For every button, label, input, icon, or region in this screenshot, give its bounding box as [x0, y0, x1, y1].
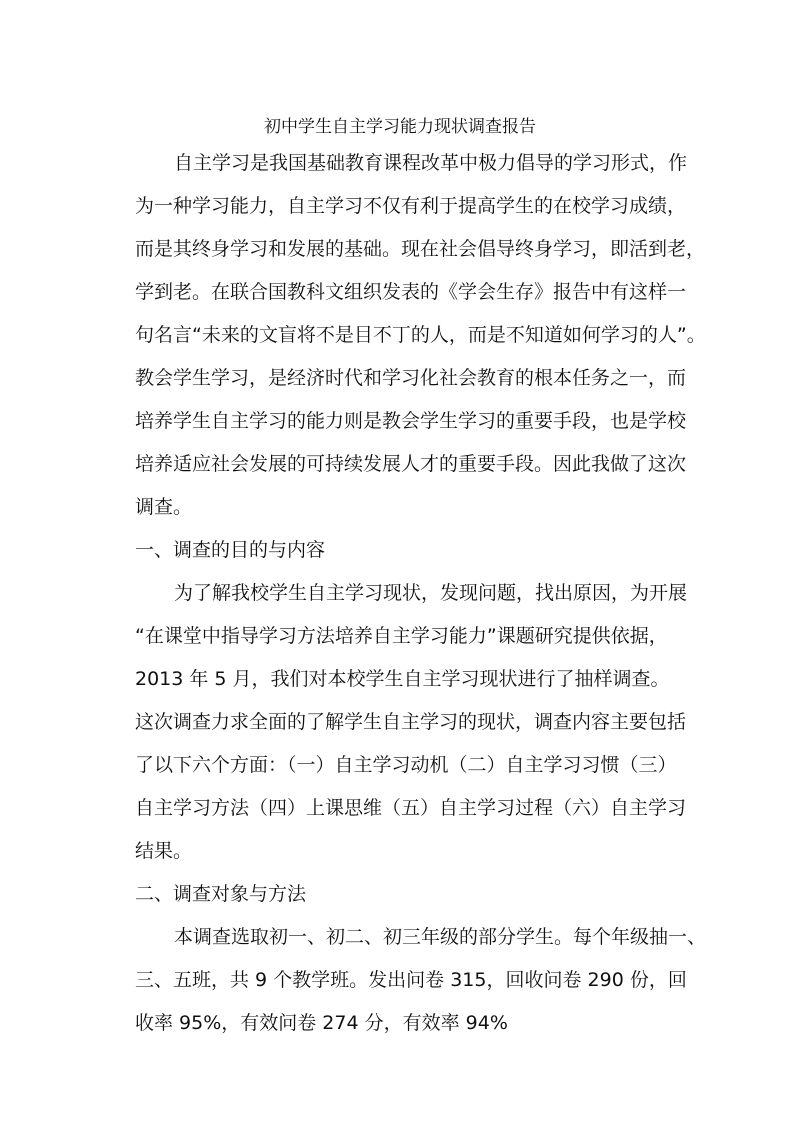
paragraph-line: 为一种学习能力，自主学习不仅有利于提高学生的在校学习成绩， [135, 195, 687, 217]
paragraph-line: 收率 95%，有效问卷 274 分，有效率 94% [135, 1012, 508, 1034]
paragraph-line: 培养学生自主学习的能力则是教会学生学习的重要手段，也是学校 [135, 410, 687, 432]
paragraph-line: 结果。 [135, 840, 193, 862]
paragraph-line: 教会学生学习，是经济时代和学习化社会教育的根本任务之一，而 [135, 367, 687, 389]
paragraph-line: 培养适应社会发展的可持续发展人才的重要手段。因此我做了这次 [135, 453, 687, 475]
paragraph-line: 调查。 [135, 496, 193, 518]
paragraph-line: 学到老。在联合国教科文组织发表的《学会生存》报告中有这样一 [135, 281, 687, 303]
section-heading: 二、调查对象与方法 [135, 883, 307, 905]
paragraph-line: 为了解我校学生自主学习现状，发现问题，找出原因，为开展 [174, 582, 688, 604]
paragraph-line: 三、五班，共 9 个教学班。发出问卷 315，回收问卷 290 份，回 [135, 969, 687, 991]
document-title: 初中学生自主学习能力现状调查报告 [264, 117, 536, 137]
section-heading: 一、调查的目的与内容 [135, 539, 326, 561]
paragraph-line: “在课堂中指导学习方法培养自主学习能力”课题研究提供依据， [135, 625, 668, 647]
paragraph-line: 了以下六个方面：（一）自主学习动机（二）自主学习习惯（三） [135, 754, 677, 776]
paragraph-line: 而是其终身学习和发展的基础。现在社会倡导终身学习，即活到老， [135, 238, 706, 260]
paragraph-line: 本调查选取初一、初二、初三年级的部分学生。每个年级抽一、 [174, 926, 707, 948]
paragraph-line: 自主学习是我国基础教育课程改革中极力倡导的学习形式，作 [174, 152, 688, 174]
paragraph-line: 2013 年 5 月，我们对本校学生自主学习现状进行了抽样调查。 [135, 668, 670, 690]
paragraph-line: 自主学习方法（四）上课思维（五）自主学习过程（六）自主学习 [135, 797, 687, 819]
paragraph-line: 句名言“未来的文盲将不是目不丁的人，而是不知道如何学习的人”。 [135, 324, 706, 346]
paragraph-line: 这次调查力求全面的了解学生自主学习的现状，调查内容主要包括 [135, 711, 687, 733]
